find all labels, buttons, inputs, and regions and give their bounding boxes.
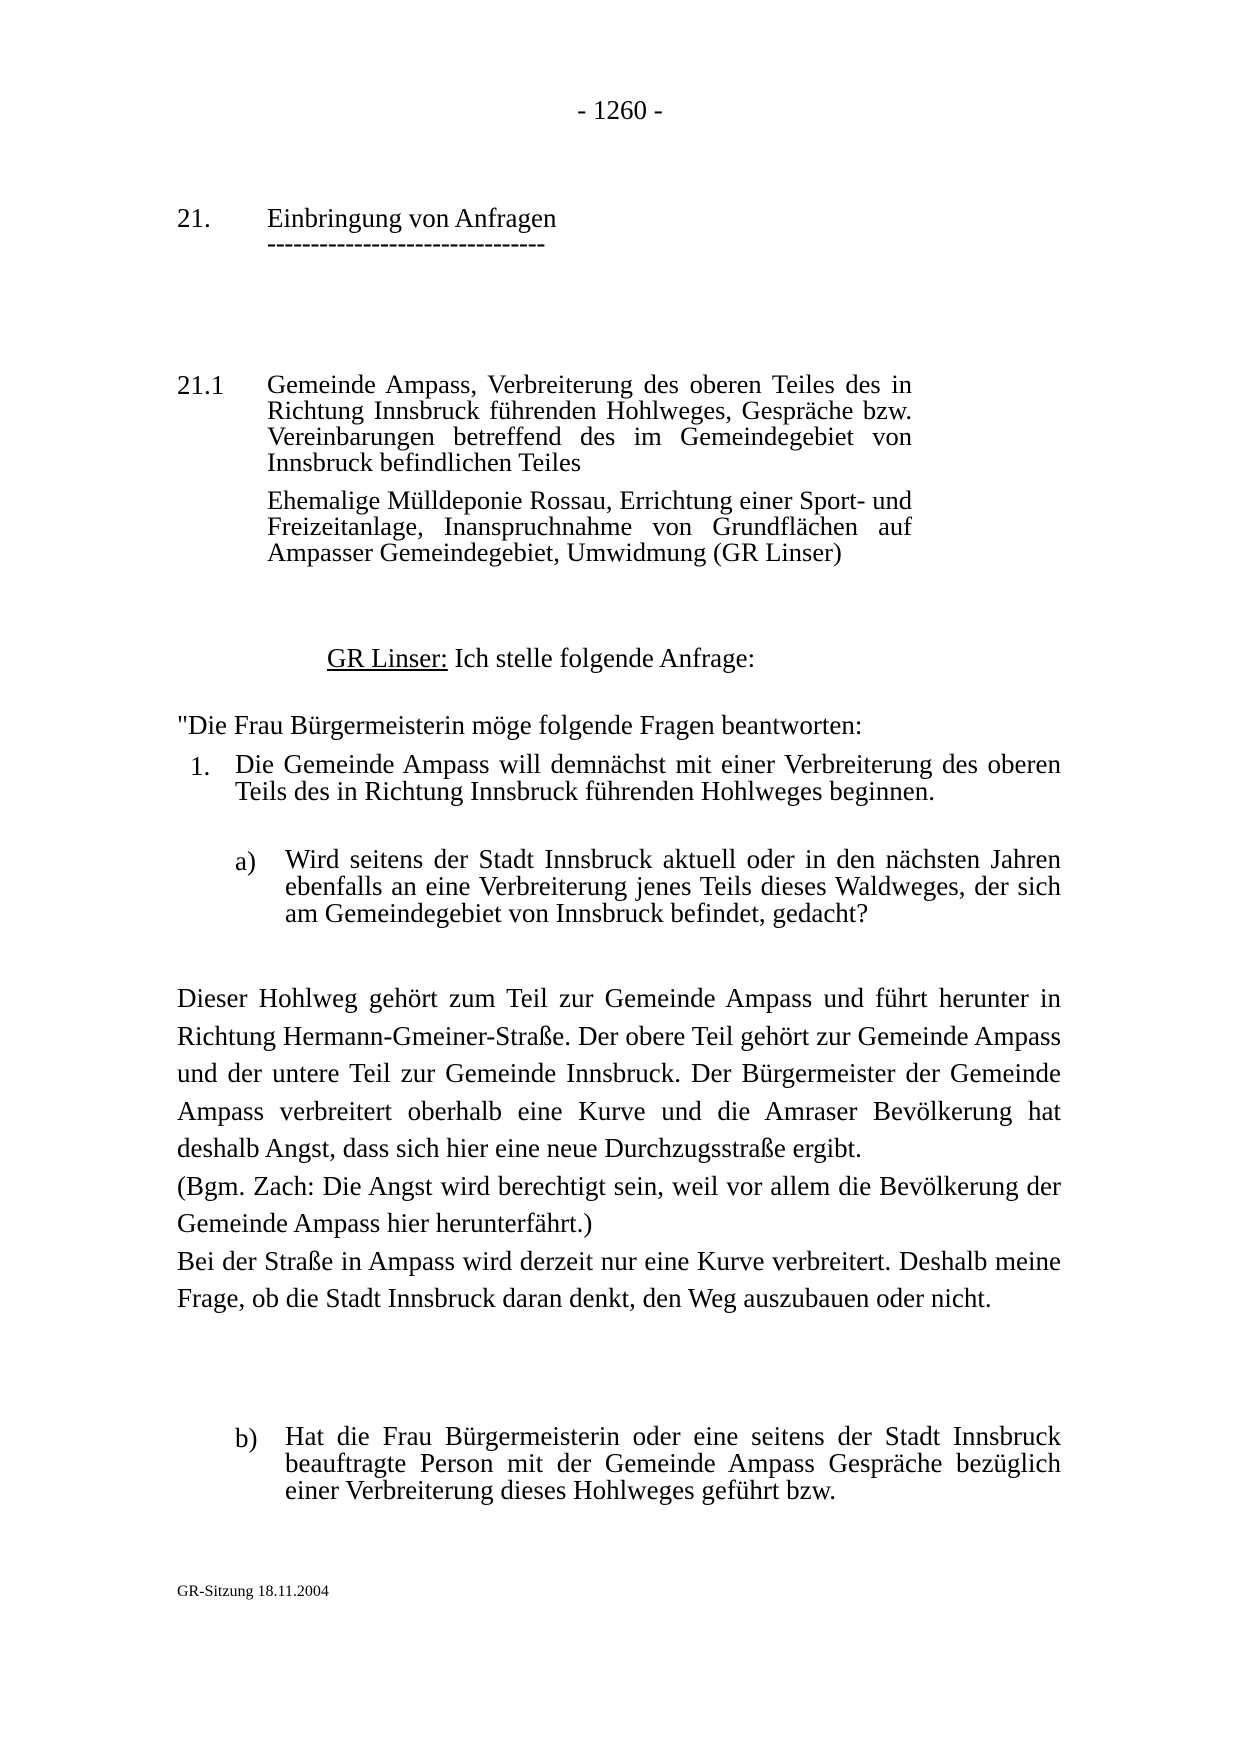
page-number: - 1260 - [577, 95, 663, 125]
subject-rossau: Ehemalige Mülldeponie Rossau, Errichtung einer Sport- und Freizeitanlage, Inanspruchnahme von Grundflächen auf Ampasser Gemeindegebiet, Umwidmung (GR Linser) [267, 485, 912, 567]
question-1-number: 1. [190, 751, 211, 781]
explanation-paragraph: Dieser Hohlweg gehört zum Teil zur Gemeinde Ampass und führt herunter in Richtung Hermann-Gmeiner-Straße. Der obere Teil gehört zur Gemeinde Ampass und der untere Teil zur Gemeinde Innsbruck. Der Bürgermeister der Gemeinde Ampass verbreitert oberhalb eine Kurve und die Amraser Bevölkerung hat deshalb Angst, dass sich hier eine neue Durchzugsstraße ergibt. [177, 983, 1061, 1163]
question-b-text: Hat die Frau Bürgermeisterin oder eine seitens der Stadt Innsbruck beauftragte Person mit der Gemeinde Ampass Gespräche bezüglich einer Verbreiterung dieses Hohlweges geführt bzw. [285, 1421, 1061, 1505]
question-paragraph: Bei der Straße in Ampass wird derzeit nur eine Kurve verbreitert. Deshalb meine Frage, ob die Stadt Innsbruck daran denkt, den Weg auszubauen oder nicht. [177, 1245, 1061, 1313]
question-a-text: Wird seitens der Stadt Innsbruck aktuell oder in den nächsten Jahren ebenfalls an eine Verbreiterung jenes Teils dieses Waldweges, der sich am Gemeindegebiet von Innsbruck befindet, gedacht? [285, 844, 1061, 928]
speaker-text: Ich stelle folgende Anfrage: [447, 643, 756, 673]
question-a-marker: a) [235, 846, 256, 876]
mayor-interjection: (Bgm. Zach: Die Angst wird berechtigt sein, weil vor allem die Bevölkerung der Gemeinde Ampass hier herunterfährt.) [177, 1170, 1061, 1238]
section-number: 21. [177, 203, 211, 233]
question-1-text: Die Gemeinde Ampass will demnächst mit einer Verbreiterung des oberen Teils des in Richtung Innsbruck führenden Hohlweges beginnen. [235, 749, 1061, 806]
question-b-marker: b) [235, 1423, 258, 1453]
speaker-name: GR Linser: [327, 643, 448, 673]
explanation-block [177, 980, 1061, 1318]
subject-ampass: Gemeinde Ampass, Verbreiterung des oberen Teiles des in Richtung Innsbruck führenden Hohlweges, Gespräche bzw. Vereinbarungen betreffend des im Gemeindegebiet von Innsbruck befindlichen Teiles [267, 369, 912, 477]
speaker-line [327, 643, 755, 674]
subsection-number: 21.1 [177, 370, 225, 400]
inquiry-intro: "Die Frau Bürgermeisterin möge folgende Fragen beantworten: [177, 710, 863, 740]
subsection-subject [267, 371, 912, 565]
section-title-underline: -------------------------------- [267, 228, 546, 258]
section-title: Einbringung von Anfragen [267, 203, 557, 233]
footer-session-date: GR-Sitzung 18.11.2004 [177, 1583, 329, 1600]
